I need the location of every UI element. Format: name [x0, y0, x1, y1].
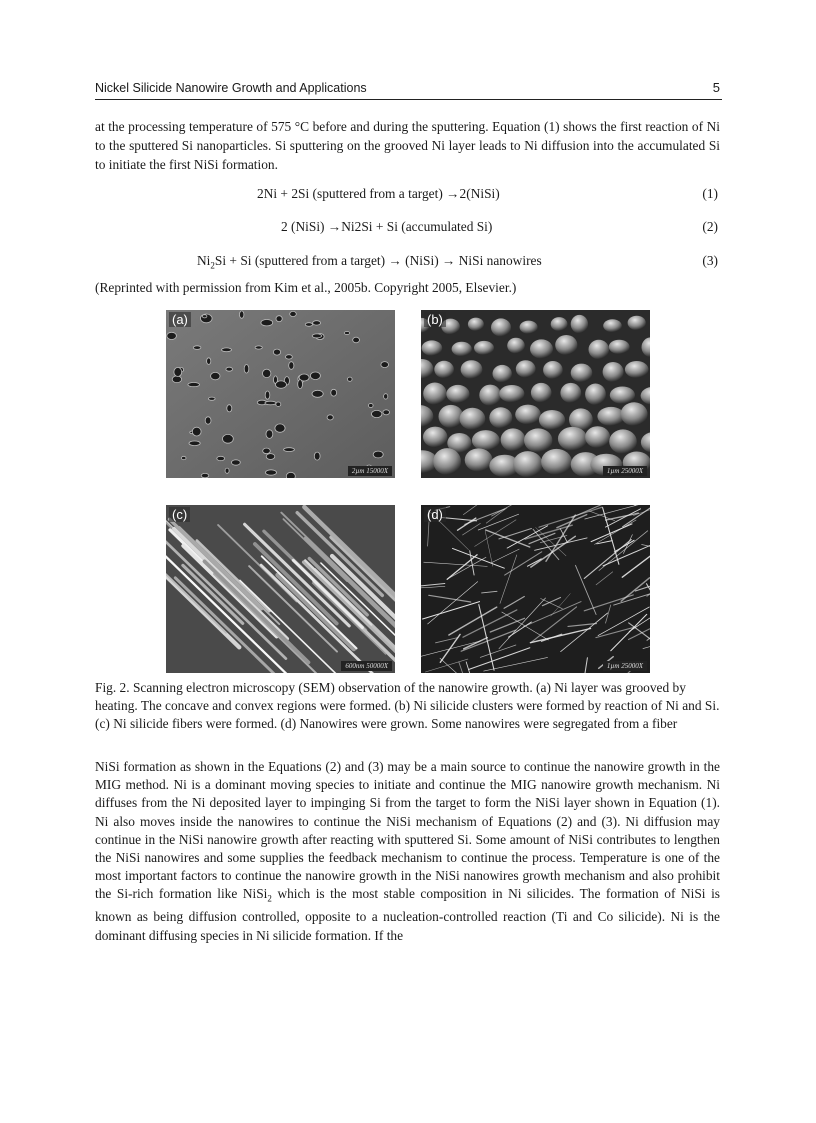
- sem-panel-c: [166, 505, 395, 673]
- pit: [312, 334, 321, 338]
- pit: [312, 390, 323, 397]
- pit: [217, 456, 225, 460]
- cluster-mound: [515, 405, 541, 425]
- cluster-mound: [434, 361, 454, 378]
- pit: [276, 316, 282, 322]
- pit: [209, 397, 216, 400]
- pit: [189, 441, 200, 446]
- cluster-mound: [468, 318, 484, 331]
- cluster-mound: [501, 428, 526, 451]
- pit: [255, 346, 262, 349]
- sem-panel-b: [421, 310, 650, 478]
- cluster-mound: [530, 339, 553, 358]
- scale-bar-b: 1µm 25000X: [603, 466, 647, 476]
- cluster-mound: [560, 383, 581, 403]
- cluster-mound: [452, 342, 472, 357]
- scale-bar-c: 600nm 50000X: [341, 661, 392, 671]
- sem-panel-d: [421, 505, 650, 673]
- sem-image-b: [421, 310, 650, 478]
- cluster-mound: [507, 338, 525, 354]
- pit: [244, 365, 249, 374]
- cluster-mound: [543, 361, 563, 379]
- pit: [286, 472, 295, 478]
- equation-2-text: 2 (NiSi) →Ni2Si + Si (accumulated Si): [281, 219, 493, 234]
- sem-image-c: [166, 505, 395, 673]
- pit: [193, 346, 201, 350]
- panel-label-d: (d): [424, 507, 446, 522]
- sem-image-a: [166, 310, 395, 478]
- pit: [265, 391, 270, 399]
- pit: [205, 417, 211, 424]
- scale-bar-a: 2µm 15000X: [348, 466, 392, 476]
- cluster-mound: [625, 361, 649, 378]
- cluster-mound: [621, 402, 648, 426]
- pit: [263, 448, 271, 454]
- pit: [383, 410, 390, 415]
- pit: [313, 321, 321, 325]
- pit: [172, 376, 181, 383]
- pit: [207, 358, 211, 365]
- cluster-mound: [422, 340, 443, 355]
- equation-1-text: 2Ni + 2Si (sputtered from a target) →2(NiSi): [257, 186, 500, 201]
- cluster-mound: [423, 383, 446, 405]
- cluster-mound: [571, 315, 588, 333]
- pit: [273, 349, 280, 355]
- equation-3-text: $Ni_2Si + Si$ (sputtered from a target) → (NiSi) → NiSi nanowires: [197, 253, 542, 271]
- pit: [211, 372, 220, 379]
- pit: [369, 404, 374, 408]
- pit: [223, 434, 234, 443]
- cluster-mound: [439, 405, 464, 428]
- pit: [344, 332, 349, 335]
- pit: [240, 311, 244, 318]
- cluster-mound: [609, 429, 637, 453]
- pit: [373, 451, 383, 458]
- sem-image-d: [421, 505, 650, 673]
- figure-caption: Fig. 2. Scanning electron microscopy (SEM) observation of the nanowire growth. (a) Ni layer was grooved by heating. The concave and convex regions were formed. (b) Ni silicide clusters were formed by reaction of Ni and Si. (c) Ni silicide fibers were formed. (d) Nanowires were grown. Some nanowires were segregated from a fiber: [95, 680, 720, 731]
- intro-paragraph: at the processing temperature of 575 °C before and during the sputtering. Equation (1) shows the first reaction of Ni to the sputtered Si nanoparticles. Si sputtering on the grooved Ni layer leads to Ni diffusion into the accumulated Si to initiate the first NiSi formation.: [95, 119, 720, 173]
- cluster-mound: [609, 340, 630, 354]
- pit: [384, 394, 388, 399]
- pit: [202, 315, 207, 318]
- cluster-mound: [433, 448, 461, 475]
- pit: [327, 415, 333, 420]
- cluster-mound: [423, 427, 447, 448]
- cluster-mound: [541, 449, 572, 475]
- pit: [188, 383, 200, 387]
- pit: [201, 473, 209, 477]
- cluster-mound: [558, 427, 587, 451]
- cluster-mound: [571, 364, 593, 383]
- equation-3: [95, 253, 720, 272]
- cluster-mound: [610, 387, 635, 404]
- pit: [353, 337, 360, 343]
- cluster-mound: [531, 383, 552, 403]
- running-title: Nickel Silicide Nanowire Growth and Applications: [95, 81, 367, 95]
- pit: [372, 410, 382, 417]
- running-header: [95, 80, 722, 100]
- cluster-mound: [446, 385, 469, 403]
- cluster-mound: [465, 448, 493, 471]
- equation-2: [95, 219, 720, 238]
- cluster-mound: [585, 426, 610, 448]
- cluster-mound: [589, 340, 610, 360]
- body-paragraph: NiSi formation as shown in the Equations (2) and (3) may be a main source to continue the nanowire growth in the MIG method. Ni is a dominant moving species to initiate and continue the MIG nanowire growth mechanism. Ni diffuses from the Ni deposited layer to impinging Si from the target to form the NiSi layer shown in Equation (1). Ni also moves inside the nanowires to continue the NiSi mechanism of Equations (2) and (3). Ni diffusion may continue in the NiSi nanowire growth after reacting with sputtered Si. Some amount of NiSi contributes to lengthen the NiSi nanowires and some supplies the feedback mechanism to continue the process. Temperature is one of the most important factors to continue the nanowire growth in the NiSi nanowires growth mechanism and also prohibit the Si-rich formation like NiSi$_2$ which is the most stable composition in Ni silicides. The formation of NiSi is known as being diffusion controlled, opposite to a nucleation-controlled reaction (Ti and Co silicide). Ni is the dominant diffusing species in Ni silicide formation. If the: [95, 759, 720, 943]
- cluster-mound: [491, 318, 511, 336]
- panel-label-b: (b): [424, 312, 446, 327]
- cluster-mound: [499, 385, 524, 402]
- cluster-mound: [585, 384, 606, 406]
- reprint-note: (Reprinted with permission from Kim et al., 2005b. Copyright 2005, Elsevier.): [95, 280, 517, 295]
- panel-label-a: (a): [169, 312, 191, 327]
- equation-1-number: (1): [702, 186, 718, 201]
- pit: [381, 362, 389, 368]
- pit: [222, 348, 232, 352]
- cluster-mound: [513, 451, 542, 477]
- pit: [192, 427, 201, 436]
- pit: [232, 460, 241, 465]
- sem-panel-a: [166, 310, 395, 478]
- pit: [174, 368, 182, 377]
- cluster-mound: [603, 362, 624, 382]
- cluster-mound: [493, 365, 512, 383]
- pit: [305, 323, 312, 327]
- pit: [310, 372, 320, 380]
- pit: [348, 377, 353, 381]
- cluster-mound: [516, 360, 536, 377]
- cluster-mound: [628, 316, 646, 330]
- pit: [266, 430, 273, 439]
- cluster-mound: [474, 341, 494, 355]
- equation-2-number: (2): [702, 219, 718, 234]
- pit: [263, 369, 271, 377]
- pit: [226, 367, 233, 371]
- pit: [276, 381, 287, 388]
- pit: [261, 320, 273, 326]
- cluster-mound: [460, 408, 486, 430]
- cluster-mound: [461, 360, 483, 379]
- cluster-mound: [489, 407, 512, 428]
- cluster-mound: [520, 321, 538, 334]
- pit: [265, 401, 276, 405]
- pit: [227, 405, 232, 412]
- pit: [289, 362, 294, 370]
- cluster-mound: [551, 317, 568, 331]
- scale-bar-d: 1µm 25000X: [603, 661, 647, 671]
- pit: [275, 424, 285, 432]
- equation-1: [95, 186, 720, 205]
- equation-3-number: (3): [702, 253, 718, 268]
- cluster-mound: [603, 319, 622, 332]
- pit: [286, 355, 293, 359]
- cluster-mound: [539, 410, 565, 430]
- page-number: 5: [712, 80, 720, 95]
- cluster-mound: [555, 335, 577, 355]
- cluster-mound: [472, 430, 500, 451]
- pit: [290, 311, 297, 316]
- pit: [266, 454, 275, 460]
- pit: [284, 448, 295, 452]
- pit: [225, 468, 229, 473]
- cluster-mound: [479, 385, 501, 406]
- panel-label-c: (c): [169, 507, 190, 522]
- pit: [331, 389, 337, 396]
- pit: [266, 470, 277, 475]
- pit: [314, 452, 320, 460]
- pit: [181, 456, 186, 459]
- pit: [276, 402, 281, 406]
- cluster-mound: [597, 407, 624, 426]
- cluster-mound: [524, 428, 552, 452]
- pit: [298, 380, 303, 389]
- pit: [167, 332, 177, 339]
